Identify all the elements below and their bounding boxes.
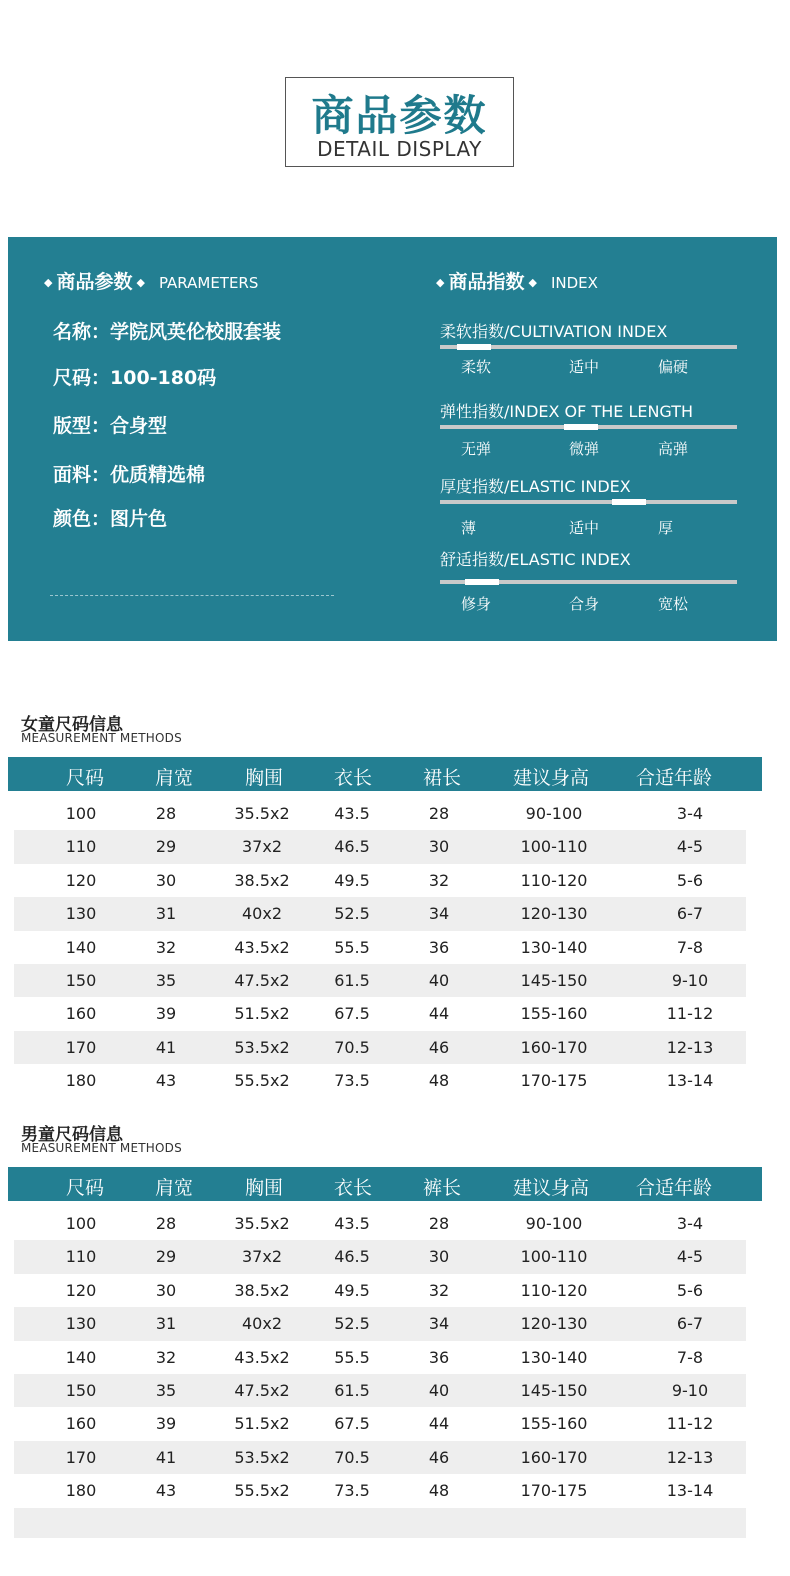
table-cell: 140 bbox=[65, 937, 97, 957]
index-title-en: INDEX bbox=[550, 274, 598, 292]
table-cell: 110-120 bbox=[520, 870, 588, 890]
table-cell: 155-160 bbox=[520, 1414, 588, 1434]
table-row bbox=[14, 997, 746, 1030]
table-cell: 52.5 bbox=[334, 904, 370, 924]
table-cell: 160 bbox=[65, 1414, 97, 1434]
table-row bbox=[14, 1031, 746, 1064]
table-cell: 170 bbox=[65, 1447, 97, 1467]
table-cell: 35 bbox=[155, 1380, 177, 1400]
table-row bbox=[14, 1341, 746, 1374]
table-cell: 34 bbox=[428, 904, 450, 924]
comfort-label-high: 宽松 bbox=[658, 595, 689, 613]
table-row bbox=[14, 1474, 746, 1507]
girls-size-table bbox=[14, 797, 746, 1098]
parameters-panel bbox=[8, 237, 777, 641]
table-cell: 43.5x2 bbox=[234, 937, 290, 957]
table-row bbox=[14, 1307, 746, 1340]
table-cell: 11-12 bbox=[666, 1004, 714, 1024]
softness-index-marker bbox=[457, 344, 491, 350]
table-cell: 32 bbox=[155, 937, 177, 957]
table-row bbox=[14, 797, 746, 830]
table-cell: 37x2 bbox=[241, 1247, 283, 1267]
table-cell: 30 bbox=[428, 837, 450, 857]
table-cell: 160-170 bbox=[520, 1037, 588, 1057]
column-header: 衣长 bbox=[333, 767, 373, 789]
table-cell: 28 bbox=[428, 804, 450, 823]
table-cell: 55.5x2 bbox=[234, 1071, 290, 1091]
girls-size-title: 女童尺码信息 bbox=[21, 715, 123, 735]
table-cell: 160-170 bbox=[520, 1447, 588, 1467]
table-cell: 40 bbox=[428, 970, 450, 990]
softness-index-title: 柔软指数/CULTIVATION INDEX bbox=[440, 322, 668, 341]
table-cell: 67.5 bbox=[334, 1414, 370, 1434]
comfort-label-low: 修身 bbox=[461, 595, 492, 613]
elasticity-index-track bbox=[440, 425, 737, 429]
comfort-index-title: 舒适指数/ELASTIC INDEX bbox=[440, 550, 631, 569]
table-cell: 43.5 bbox=[334, 1214, 370, 1233]
table-cell: 6-7 bbox=[676, 1314, 704, 1334]
table-cell: 180 bbox=[65, 1071, 97, 1091]
table-cell: 100 bbox=[65, 1214, 97, 1233]
table-cell: 30 bbox=[155, 1280, 177, 1300]
thickness-label-mid: 适中 bbox=[569, 519, 600, 537]
table-row bbox=[14, 1207, 746, 1240]
table-cell: 34 bbox=[428, 1314, 450, 1334]
table-cell: 30 bbox=[155, 870, 177, 890]
table-cell: 40x2 bbox=[241, 904, 283, 924]
softness-label-high: 偏硬 bbox=[658, 358, 689, 376]
table-cell: 73.5 bbox=[334, 1071, 370, 1091]
table-row bbox=[14, 1240, 746, 1273]
table-cell: 145-150 bbox=[520, 1380, 588, 1400]
param-fabric: 面料：优质精选棉 bbox=[53, 464, 206, 486]
table-cell: 170-175 bbox=[520, 1481, 588, 1501]
table-cell: 48 bbox=[428, 1071, 450, 1091]
table-cell: 32 bbox=[155, 1347, 177, 1367]
table-cell: 6-7 bbox=[676, 904, 704, 924]
table-cell: 48 bbox=[428, 1481, 450, 1501]
thickness-label-low: 薄 bbox=[461, 519, 477, 537]
table-cell: 130-140 bbox=[520, 1347, 588, 1367]
boys-size-subtitle: MEASUREMENT METHODS bbox=[21, 1141, 182, 1155]
column-header: 尺码 bbox=[65, 1177, 105, 1199]
detail-header bbox=[285, 77, 514, 167]
table-cell: 35 bbox=[155, 970, 177, 990]
boys-size-title: 男童尺码信息 bbox=[21, 1125, 123, 1145]
thickness-label-high: 厚 bbox=[658, 519, 674, 537]
table-cell: 90-100 bbox=[525, 804, 583, 823]
column-header: 尺码 bbox=[65, 767, 105, 789]
table-cell: 43.5 bbox=[334, 804, 370, 823]
parameters-heading bbox=[40, 267, 258, 294]
header-frame-top bbox=[285, 77, 514, 78]
table-cell: 51.5x2 bbox=[234, 1414, 290, 1434]
table-cell: 7-8 bbox=[676, 1347, 704, 1367]
table-cell: 52.5 bbox=[334, 1314, 370, 1334]
table-cell: 110-120 bbox=[520, 1280, 588, 1300]
header-frame-bottom bbox=[285, 166, 514, 167]
table-cell: 30 bbox=[428, 1247, 450, 1267]
girls-size-table-header bbox=[8, 757, 762, 791]
column-header: 裙长 bbox=[422, 767, 462, 789]
table-cell: 53.5x2 bbox=[234, 1037, 290, 1057]
table-cell: 90-100 bbox=[525, 1214, 583, 1233]
table-cell: 70.5 bbox=[334, 1447, 370, 1467]
table-cell: 5-6 bbox=[676, 1280, 704, 1300]
table-cell: 100-110 bbox=[520, 1247, 588, 1267]
table-cell: 5-6 bbox=[676, 870, 704, 890]
table-cell: 4-5 bbox=[676, 837, 704, 857]
table-cell: 51.5x2 bbox=[234, 1004, 290, 1024]
table-cell: 100-110 bbox=[520, 837, 588, 857]
divider bbox=[50, 595, 334, 596]
table-cell: 140 bbox=[65, 1347, 97, 1367]
table-cell: 61.5 bbox=[334, 970, 370, 990]
table-row bbox=[14, 931, 746, 964]
table-cell: 12-13 bbox=[666, 1447, 714, 1467]
table-cell: 70.5 bbox=[334, 1037, 370, 1057]
table-footer-bar bbox=[14, 1508, 746, 1538]
table-cell: 43 bbox=[155, 1071, 177, 1091]
table-cell: 29 bbox=[155, 1247, 177, 1267]
param-color: 颜色：图片色 bbox=[53, 508, 168, 530]
table-cell: 46.5 bbox=[334, 837, 370, 857]
diamond-icon: ◆ bbox=[528, 276, 537, 289]
table-cell: 28 bbox=[155, 1214, 177, 1233]
table-cell: 100 bbox=[65, 804, 97, 823]
table-cell: 55.5 bbox=[334, 937, 370, 957]
table-cell: 170 bbox=[65, 1037, 97, 1057]
table-cell: 110 bbox=[65, 1247, 97, 1267]
table-cell: 31 bbox=[155, 904, 177, 924]
column-header: 胸围 bbox=[244, 1177, 284, 1199]
table-cell: 155-160 bbox=[520, 1004, 588, 1024]
diamond-icon: ◆ bbox=[44, 276, 53, 289]
table-row bbox=[14, 964, 746, 997]
table-cell: 35.5x2 bbox=[234, 804, 290, 823]
table-row bbox=[14, 1274, 746, 1307]
table-cell: 53.5x2 bbox=[234, 1447, 290, 1467]
table-cell: 3-4 bbox=[676, 804, 704, 823]
table-cell: 43 bbox=[155, 1481, 177, 1501]
thickness-index-title: 厚度指数/ELASTIC INDEX bbox=[440, 477, 631, 496]
table-row bbox=[14, 897, 746, 930]
param-fit: 版型：合身型 bbox=[53, 415, 168, 437]
elasticity-index-marker bbox=[564, 424, 598, 430]
table-cell: 32 bbox=[428, 1280, 450, 1300]
table-cell: 110 bbox=[65, 837, 97, 857]
table-cell: 40 bbox=[428, 1380, 450, 1400]
column-header: 胸围 bbox=[244, 767, 284, 789]
table-cell: 36 bbox=[428, 1347, 450, 1367]
table-row bbox=[14, 1064, 746, 1097]
thickness-index-track bbox=[440, 500, 737, 504]
table-cell: 67.5 bbox=[334, 1004, 370, 1024]
table-cell: 61.5 bbox=[334, 1380, 370, 1400]
table-cell: 38.5x2 bbox=[234, 870, 290, 890]
table-cell: 120 bbox=[65, 870, 97, 890]
table-cell: 46 bbox=[428, 1447, 450, 1467]
table-row bbox=[14, 1407, 746, 1440]
table-cell: 36 bbox=[428, 937, 450, 957]
table-cell: 31 bbox=[155, 1314, 177, 1334]
table-row bbox=[14, 1441, 746, 1474]
diamond-icon: ◆ bbox=[136, 276, 145, 289]
index-heading bbox=[432, 267, 598, 294]
thickness-index-marker bbox=[612, 499, 646, 505]
table-cell: 11-12 bbox=[666, 1414, 714, 1434]
boys-size-table-header bbox=[8, 1167, 762, 1201]
table-cell: 150 bbox=[65, 1380, 97, 1400]
table-cell: 180 bbox=[65, 1481, 97, 1501]
table-cell: 120 bbox=[65, 1280, 97, 1300]
table-row bbox=[14, 830, 746, 863]
table-cell: 43.5x2 bbox=[234, 1347, 290, 1367]
column-header: 肩宽 bbox=[154, 1177, 194, 1199]
table-cell: 29 bbox=[155, 837, 177, 857]
param-name: 名称：学院风英伦校服套装 bbox=[53, 321, 282, 343]
table-cell: 9-10 bbox=[671, 970, 709, 990]
table-cell: 38.5x2 bbox=[234, 1280, 290, 1300]
table-cell: 55.5 bbox=[334, 1347, 370, 1367]
table-row bbox=[14, 1374, 746, 1407]
column-header: 肩宽 bbox=[154, 767, 194, 789]
table-cell: 3-4 bbox=[676, 1214, 704, 1233]
table-cell: 49.5 bbox=[334, 870, 370, 890]
table-cell: 130 bbox=[65, 904, 97, 924]
page-title: 商品参数 bbox=[311, 91, 488, 140]
table-cell: 46 bbox=[428, 1037, 450, 1057]
table-cell: 47.5x2 bbox=[234, 1380, 290, 1400]
table-cell: 28 bbox=[155, 804, 177, 823]
girls-size-subtitle: MEASUREMENT METHODS bbox=[21, 731, 182, 745]
comfort-index-marker bbox=[465, 579, 499, 585]
diamond-icon: ◆ bbox=[436, 276, 445, 289]
parameters-title-en: PARAMETERS bbox=[158, 274, 259, 292]
table-cell: 145-150 bbox=[520, 970, 588, 990]
index-title: 商品指数 bbox=[448, 271, 525, 293]
column-header: 合适年龄 bbox=[635, 767, 713, 789]
table-cell: 44 bbox=[428, 1414, 450, 1434]
table-cell: 120-130 bbox=[520, 1314, 588, 1334]
table-cell: 4-5 bbox=[676, 1247, 704, 1267]
param-size: 尺码：100-180码 bbox=[53, 367, 217, 389]
table-cell: 170-175 bbox=[520, 1071, 588, 1091]
parameters-title: 商品参数 bbox=[56, 271, 133, 293]
column-header: 合适年龄 bbox=[635, 1177, 713, 1199]
table-cell: 28 bbox=[428, 1214, 450, 1233]
page-subtitle: DETAIL DISPLAY bbox=[317, 137, 482, 161]
softness-label-low: 柔软 bbox=[461, 358, 492, 376]
table-cell: 41 bbox=[155, 1447, 177, 1467]
column-header: 建议身高 bbox=[512, 1177, 590, 1199]
table-cell: 40x2 bbox=[241, 1314, 283, 1334]
table-cell: 7-8 bbox=[676, 937, 704, 957]
table-cell: 39 bbox=[155, 1414, 177, 1434]
table-cell: 160 bbox=[65, 1004, 97, 1024]
comfort-index-track bbox=[440, 580, 737, 584]
table-cell: 13-14 bbox=[666, 1071, 714, 1091]
column-header: 裤长 bbox=[422, 1177, 462, 1199]
table-cell: 41 bbox=[155, 1037, 177, 1057]
table-cell: 9-10 bbox=[671, 1380, 709, 1400]
table-cell: 35.5x2 bbox=[234, 1214, 290, 1233]
elasticity-label-low: 无弹 bbox=[461, 440, 492, 458]
table-cell: 46.5 bbox=[334, 1247, 370, 1267]
softness-label-mid: 适中 bbox=[569, 358, 600, 376]
column-header: 建议身高 bbox=[512, 767, 590, 789]
table-cell: 130 bbox=[65, 1314, 97, 1334]
table-cell: 44 bbox=[428, 1004, 450, 1024]
boys-size-table bbox=[14, 1207, 746, 1508]
elasticity-index-title: 弹性指数/INDEX OF THE LENGTH bbox=[440, 402, 694, 421]
table-cell: 55.5x2 bbox=[234, 1481, 290, 1501]
table-cell: 37x2 bbox=[241, 837, 283, 857]
table-cell: 12-13 bbox=[666, 1037, 714, 1057]
column-header: 衣长 bbox=[333, 1177, 373, 1199]
table-cell: 150 bbox=[65, 970, 97, 990]
elasticity-label-high: 高弹 bbox=[658, 440, 689, 458]
table-cell: 73.5 bbox=[334, 1481, 370, 1501]
table-cell: 47.5x2 bbox=[234, 970, 290, 990]
table-cell: 49.5 bbox=[334, 1280, 370, 1300]
table-cell: 120-130 bbox=[520, 904, 588, 924]
table-row bbox=[14, 864, 746, 897]
table-cell: 39 bbox=[155, 1004, 177, 1024]
table-cell: 32 bbox=[428, 870, 450, 890]
softness-index-track bbox=[440, 345, 737, 349]
comfort-label-mid: 合身 bbox=[569, 595, 600, 613]
elasticity-label-mid: 微弹 bbox=[569, 440, 600, 458]
table-cell: 130-140 bbox=[520, 937, 588, 957]
table-cell: 13-14 bbox=[666, 1481, 714, 1501]
